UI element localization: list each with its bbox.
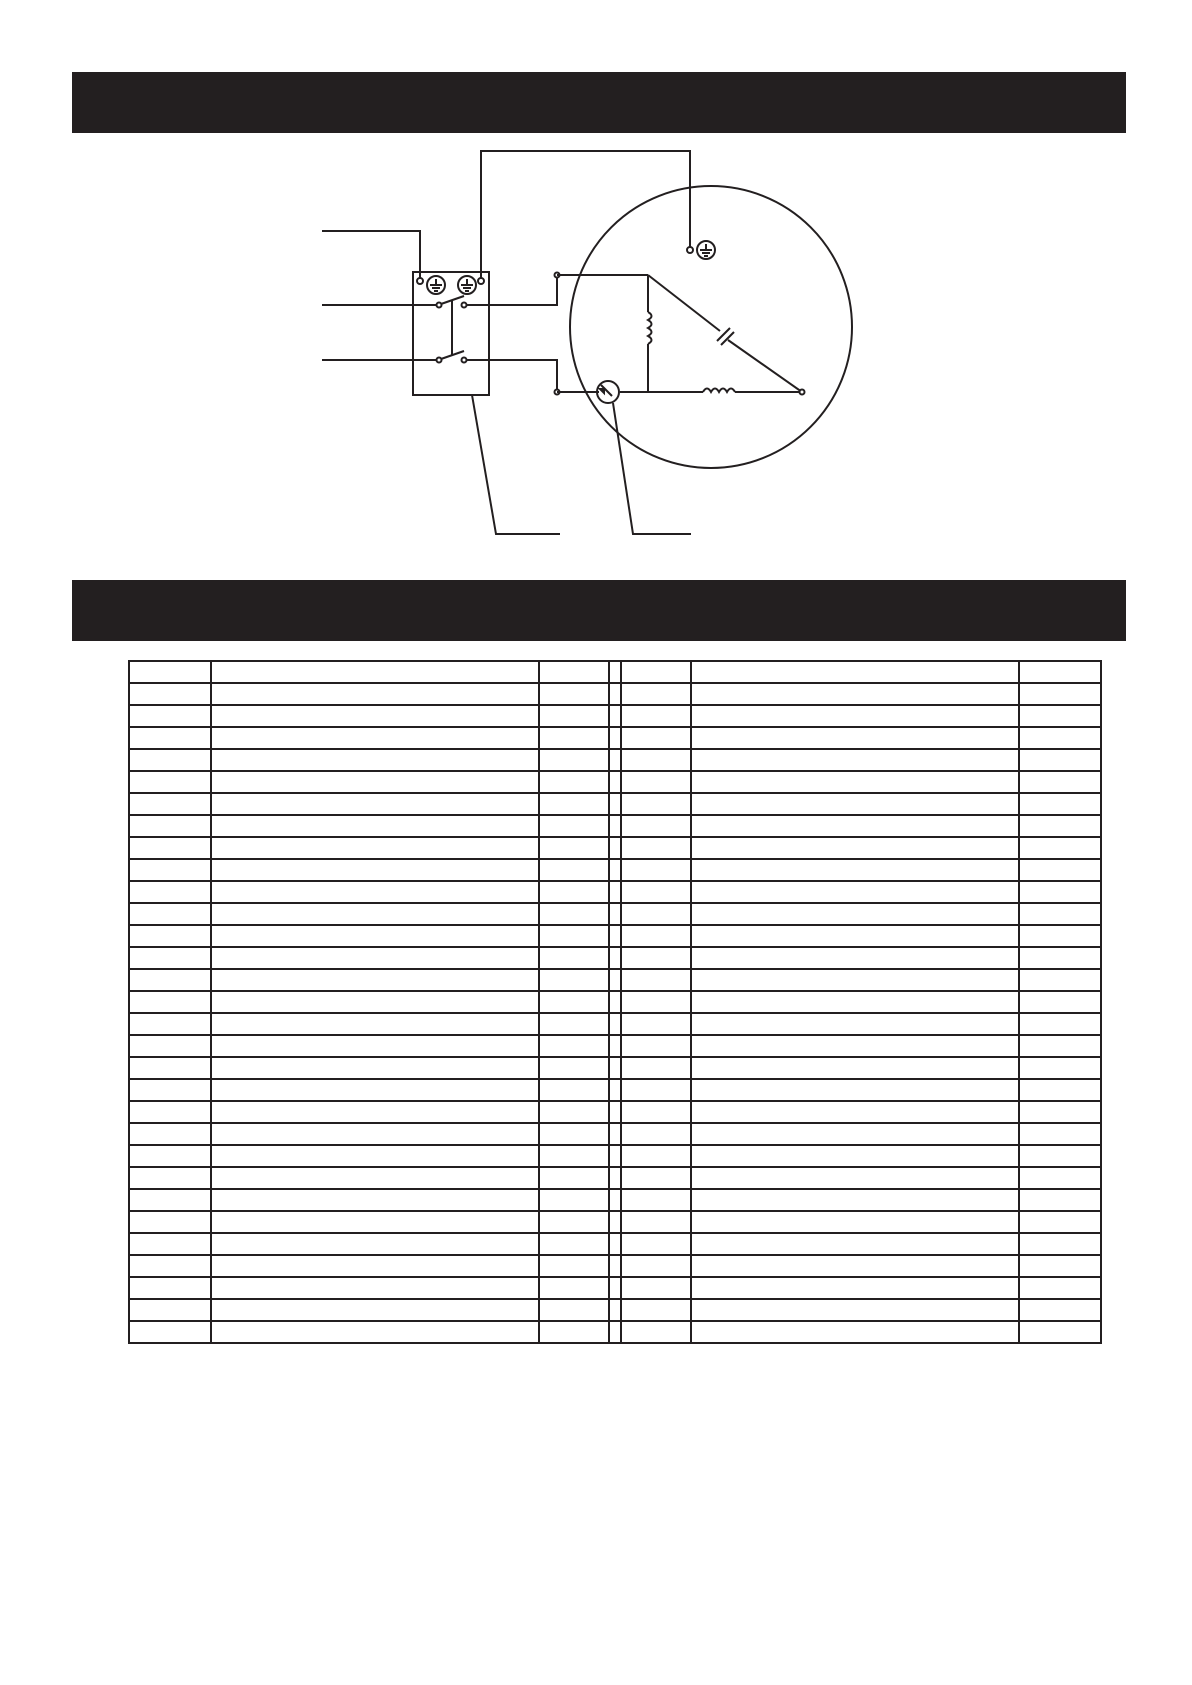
inductor-vertical <box>648 312 652 344</box>
table-cell <box>691 837 1019 859</box>
table-cell <box>609 683 691 705</box>
table-cell <box>211 1189 539 1211</box>
table-cell <box>1019 705 1101 727</box>
table-cell <box>129 1167 211 1189</box>
table-row <box>129 727 621 749</box>
table-row <box>609 1167 1101 1189</box>
table-cell <box>691 1321 1019 1343</box>
table-cell <box>129 1123 211 1145</box>
table-cell <box>1019 661 1101 683</box>
table-cell <box>691 1079 1019 1101</box>
earth-ground-icon <box>458 276 476 294</box>
capacitor-lead-b <box>728 340 802 392</box>
table-cell <box>1019 969 1101 991</box>
table-cell <box>211 1211 539 1233</box>
table-cell <box>609 749 691 771</box>
table-row <box>129 1167 621 1189</box>
table-cell <box>1019 1299 1101 1321</box>
table-cell <box>129 749 211 771</box>
table-cell <box>1019 1211 1101 1233</box>
table-row <box>129 771 621 793</box>
table-row <box>609 1057 1101 1079</box>
table-cell <box>1019 859 1101 881</box>
earth-ground-icon <box>427 276 445 294</box>
table-cell <box>691 1189 1019 1211</box>
table-cell <box>129 661 211 683</box>
table-cell <box>129 1013 211 1035</box>
table-row <box>609 1277 1101 1299</box>
table-cell <box>211 1057 539 1079</box>
table-cell <box>691 749 1019 771</box>
table-cell <box>1019 1101 1101 1123</box>
table-cell <box>129 969 211 991</box>
table-cell <box>211 1035 539 1057</box>
table-row <box>609 1123 1101 1145</box>
table-row <box>129 1277 621 1299</box>
motor-outline <box>570 186 852 468</box>
table-cell <box>609 1079 691 1101</box>
output-line-2 <box>466 360 557 392</box>
table-cell <box>1019 1057 1101 1079</box>
table-cell <box>1019 1013 1101 1035</box>
table-cell <box>691 1123 1019 1145</box>
table-cell <box>211 661 539 683</box>
table-cell <box>609 925 691 947</box>
table-cell <box>1019 683 1101 705</box>
table-cell <box>1019 881 1101 903</box>
thermal-protector-leader <box>613 403 691 534</box>
table-row <box>129 1189 621 1211</box>
table-cell <box>609 1321 691 1343</box>
table-cell <box>691 1057 1019 1079</box>
table-cell <box>691 925 1019 947</box>
table-cell <box>1019 1189 1101 1211</box>
table-cell <box>1019 1167 1101 1189</box>
table-row <box>609 1189 1101 1211</box>
table-cell <box>129 815 211 837</box>
table-cell <box>609 1233 691 1255</box>
earth-ground-icon <box>697 241 715 259</box>
table-cell <box>211 749 539 771</box>
table-row <box>129 815 621 837</box>
table-cell <box>609 1035 691 1057</box>
table-row <box>129 1211 621 1233</box>
table-row <box>609 1101 1101 1123</box>
table-row <box>609 1299 1101 1321</box>
table-row <box>609 1211 1101 1233</box>
table-cell <box>211 837 539 859</box>
table-cell <box>1019 991 1101 1013</box>
table-cell <box>691 969 1019 991</box>
table-row <box>129 683 621 705</box>
double-pole-switch <box>437 296 467 363</box>
table-cell <box>211 771 539 793</box>
capacitor-lead-a <box>648 275 720 331</box>
table-cell <box>609 837 691 859</box>
table-cell <box>1019 1255 1101 1277</box>
table-cell <box>211 1233 539 1255</box>
table-cell <box>211 793 539 815</box>
table-cell <box>129 881 211 903</box>
table-cell <box>609 1211 691 1233</box>
table-cell <box>1019 749 1101 771</box>
table-cell <box>691 947 1019 969</box>
table-row <box>609 771 1101 793</box>
table-row <box>609 991 1101 1013</box>
table-cell <box>1019 1123 1101 1145</box>
table-cell <box>211 881 539 903</box>
table-cell <box>1019 903 1101 925</box>
table-cell <box>691 1145 1019 1167</box>
table-cell <box>691 881 1019 903</box>
table-row <box>129 1299 621 1321</box>
parts-table-right <box>608 660 1102 1344</box>
supply-earth-line <box>322 231 420 281</box>
table-row <box>609 661 1101 683</box>
table-cell <box>1019 771 1101 793</box>
table-row <box>129 793 621 815</box>
table-cell <box>1019 1145 1101 1167</box>
table-cell <box>211 903 539 925</box>
table-row <box>609 947 1101 969</box>
table-cell <box>609 881 691 903</box>
table-row <box>609 727 1101 749</box>
table-row <box>129 1255 621 1277</box>
table-cell <box>691 771 1019 793</box>
table-cell <box>691 859 1019 881</box>
table-cell <box>129 793 211 815</box>
table-row <box>129 705 621 727</box>
table-cell <box>691 1211 1019 1233</box>
table-cell <box>691 1167 1019 1189</box>
parts-list-header <box>72 580 1126 641</box>
table-row <box>129 661 621 683</box>
table-cell <box>691 683 1019 705</box>
table-row <box>129 969 621 991</box>
table-cell <box>211 1101 539 1123</box>
table-cell <box>691 1035 1019 1057</box>
table-row <box>609 925 1101 947</box>
table-row <box>129 1057 621 1079</box>
table-row <box>129 1101 621 1123</box>
table-cell <box>211 859 539 881</box>
table-cell <box>691 1101 1019 1123</box>
table-cell <box>1019 815 1101 837</box>
table-row <box>129 991 621 1013</box>
table-cell <box>129 1299 211 1321</box>
table-cell <box>129 683 211 705</box>
table-cell <box>129 837 211 859</box>
table-cell <box>211 1255 539 1277</box>
table-row <box>129 1233 621 1255</box>
table-cell <box>609 969 691 991</box>
table-row <box>609 1321 1101 1343</box>
table-cell <box>129 1057 211 1079</box>
table-cell <box>609 1167 691 1189</box>
table-cell <box>609 1123 691 1145</box>
table-row <box>609 969 1101 991</box>
table-row <box>129 1079 621 1101</box>
table-cell <box>609 661 691 683</box>
table-cell <box>129 771 211 793</box>
table-row <box>129 837 621 859</box>
table-cell <box>1019 1233 1101 1255</box>
table-cell <box>1019 1035 1101 1057</box>
table-row <box>609 1255 1101 1277</box>
table-cell <box>211 1167 539 1189</box>
wiring-diagram-header <box>72 72 1126 133</box>
table-row <box>129 881 621 903</box>
table-cell <box>129 1321 211 1343</box>
table-cell <box>609 991 691 1013</box>
thermal-protector <box>597 381 619 403</box>
table-cell <box>691 661 1019 683</box>
table-cell <box>129 1255 211 1277</box>
table-cell <box>609 727 691 749</box>
table-cell <box>1019 1079 1101 1101</box>
table-cell <box>129 991 211 1013</box>
table-cell <box>609 903 691 925</box>
table-row <box>609 815 1101 837</box>
earth-terminal-left <box>417 278 423 284</box>
table-cell <box>691 1277 1019 1299</box>
table-cell <box>691 991 1019 1013</box>
table-cell <box>129 859 211 881</box>
table-row <box>129 1035 621 1057</box>
table-cell <box>609 1145 691 1167</box>
motor-earth-terminal <box>687 247 693 253</box>
table-cell <box>129 925 211 947</box>
table-row <box>609 1013 1101 1035</box>
table-cell <box>691 705 1019 727</box>
table-row <box>609 1079 1101 1101</box>
table-cell <box>129 1079 211 1101</box>
table-row <box>129 1321 621 1343</box>
table-cell <box>211 1079 539 1101</box>
table-cell <box>609 771 691 793</box>
table-row <box>609 1233 1101 1255</box>
table-cell <box>129 1189 211 1211</box>
table-cell <box>1019 1321 1101 1343</box>
table-row <box>129 925 621 947</box>
table-cell <box>211 815 539 837</box>
table-row <box>609 683 1101 705</box>
table-cell <box>211 1013 539 1035</box>
inductor-horizontal <box>703 389 735 393</box>
table-row <box>609 705 1101 727</box>
table-cell <box>1019 727 1101 749</box>
table-cell <box>691 727 1019 749</box>
table-cell <box>691 903 1019 925</box>
table-row <box>129 749 621 771</box>
table-cell <box>129 727 211 749</box>
table-cell <box>211 969 539 991</box>
table-row <box>129 1013 621 1035</box>
table-cell <box>211 991 539 1013</box>
table-cell <box>129 1035 211 1057</box>
table-cell <box>609 793 691 815</box>
table-cell <box>1019 793 1101 815</box>
table-cell <box>129 947 211 969</box>
table-cell <box>129 705 211 727</box>
table-cell <box>691 815 1019 837</box>
table-cell <box>1019 1277 1101 1299</box>
table-cell <box>1019 925 1101 947</box>
table-cell <box>609 1013 691 1035</box>
table-cell <box>691 1013 1019 1035</box>
table-cell <box>129 1211 211 1233</box>
table-row <box>129 903 621 925</box>
table-cell <box>211 727 539 749</box>
table-cell <box>691 1299 1019 1321</box>
table-row <box>609 1145 1101 1167</box>
table-row <box>609 903 1101 925</box>
table-cell <box>1019 837 1101 859</box>
wiring-diagram <box>0 140 1192 560</box>
table-row <box>609 749 1101 771</box>
table-cell <box>609 1299 691 1321</box>
table-cell <box>211 1145 539 1167</box>
table-row <box>129 1145 621 1167</box>
table-cell <box>609 1101 691 1123</box>
table-cell <box>211 683 539 705</box>
table-row <box>129 947 621 969</box>
table-cell <box>211 705 539 727</box>
table-row <box>609 837 1101 859</box>
table-cell <box>129 1101 211 1123</box>
table-cell <box>211 925 539 947</box>
table-row <box>609 859 1101 881</box>
table-cell <box>609 1189 691 1211</box>
parts-table-left <box>128 660 622 1344</box>
table-cell <box>691 1233 1019 1255</box>
table-cell <box>129 1233 211 1255</box>
earth-terminal-right <box>478 278 484 284</box>
table-cell <box>129 1277 211 1299</box>
table-row <box>609 881 1101 903</box>
table-cell <box>129 903 211 925</box>
table-cell <box>609 1057 691 1079</box>
switch-box-leader <box>472 395 560 534</box>
table-row <box>129 859 621 881</box>
table-cell <box>609 705 691 727</box>
table-cell <box>1019 947 1101 969</box>
table-cell <box>691 793 1019 815</box>
table-cell <box>609 947 691 969</box>
table-cell <box>211 947 539 969</box>
table-row <box>609 793 1101 815</box>
table-cell <box>609 1255 691 1277</box>
table-cell <box>691 1255 1019 1277</box>
table-cell <box>609 815 691 837</box>
table-cell <box>211 1299 539 1321</box>
table-cell <box>609 859 691 881</box>
table-cell <box>211 1123 539 1145</box>
table-cell <box>211 1277 539 1299</box>
table-cell <box>129 1145 211 1167</box>
table-row <box>129 1123 621 1145</box>
table-row <box>609 1035 1101 1057</box>
table-cell <box>609 1277 691 1299</box>
table-cell <box>211 1321 539 1343</box>
